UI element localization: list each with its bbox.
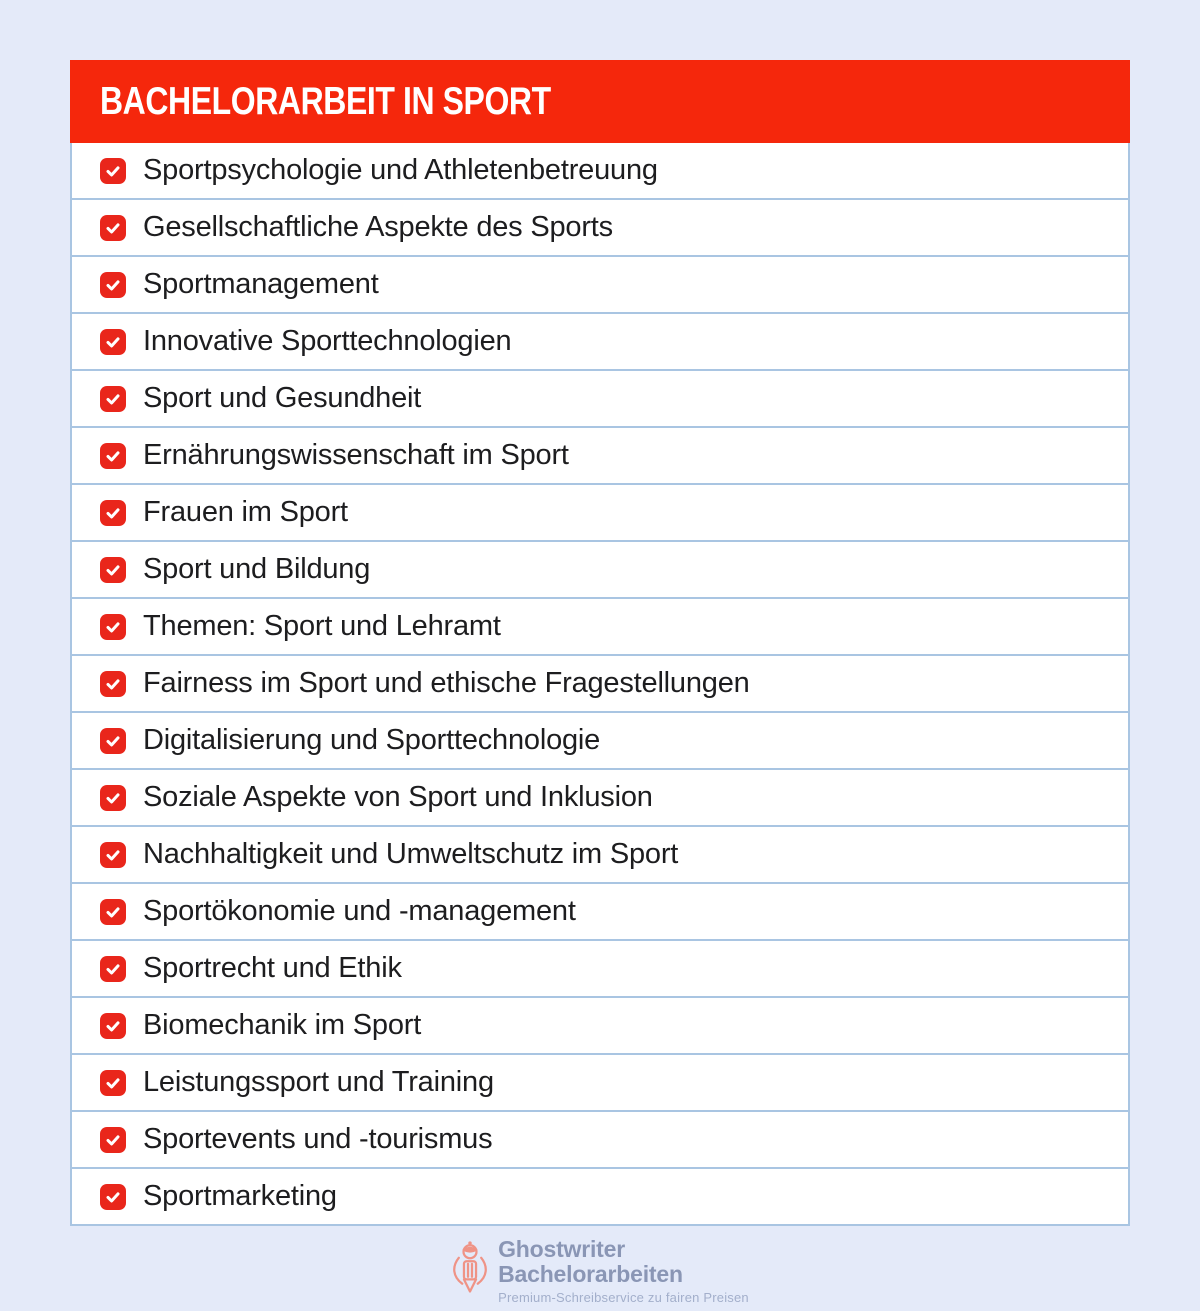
checkbox-checked-icon — [100, 215, 126, 241]
checkbox-checked-icon — [100, 386, 126, 412]
list-item-label: Sport und Bildung — [143, 553, 371, 585]
checkbox-checked-icon — [100, 1184, 126, 1210]
list-item-label: Themen: Sport und Lehramt — [143, 610, 501, 642]
list-item — [70, 770, 1130, 827]
brand-name-line1: Ghostwriter — [498, 1236, 625, 1262]
list-item — [70, 941, 1130, 998]
brand-name-line2: Bachelorarbeiten — [498, 1261, 683, 1287]
checkbox-checked-icon — [100, 1070, 126, 1096]
checklist-card — [70, 60, 1130, 1226]
list-item — [70, 827, 1130, 884]
checkbox-checked-icon — [100, 557, 126, 583]
list-item — [70, 542, 1130, 599]
list-item-label: Gesellschaftliche Aspekte des Sports — [143, 211, 613, 243]
list-item — [70, 200, 1130, 257]
list-item-label: Sportrecht und Ethik — [143, 952, 402, 984]
page-title: BACHELORARBEIT IN SPORT — [100, 79, 551, 123]
list-item-label: Sportökonomie und -management — [143, 895, 576, 927]
list-item — [70, 485, 1130, 542]
list-item — [70, 884, 1130, 941]
list-item-label: Fairness im Sport und ethische Fragestellungen — [143, 667, 750, 699]
list-item — [70, 371, 1130, 428]
list-item — [70, 143, 1130, 200]
list-item-label: Frauen im Sport — [143, 496, 348, 528]
list-item — [70, 998, 1130, 1055]
list-item-label: Innovative Sporttechnologien — [143, 325, 512, 357]
list-item — [70, 599, 1130, 656]
checkbox-checked-icon — [100, 956, 126, 982]
topic-list — [70, 143, 1130, 1226]
pencil-graduate-logo-icon — [451, 1239, 489, 1304]
list-item-label: Leistungssport und Training — [143, 1066, 494, 1098]
checkbox-checked-icon — [100, 443, 126, 469]
list-item — [70, 656, 1130, 713]
checkbox-checked-icon — [100, 785, 126, 811]
checkbox-checked-icon — [100, 272, 126, 298]
list-item — [70, 428, 1130, 485]
checkbox-checked-icon — [100, 614, 126, 640]
checkbox-checked-icon — [100, 842, 126, 868]
header-banner — [70, 60, 1130, 143]
checkbox-checked-icon — [100, 671, 126, 697]
checkbox-checked-icon — [100, 899, 126, 925]
checkbox-checked-icon — [100, 728, 126, 754]
checkbox-checked-icon — [100, 500, 126, 526]
list-item-label: Sport und Gesundheit — [143, 382, 422, 414]
list-item-label: Sportpsychologie und Athletenbetreuung — [143, 154, 658, 186]
list-item-label: Sportmarketing — [143, 1180, 337, 1212]
checkbox-checked-icon — [100, 1013, 126, 1039]
list-item — [70, 713, 1130, 770]
list-item-label: Sportevents und -tourismus — [143, 1123, 493, 1155]
list-item — [70, 257, 1130, 314]
footer-logo — [0, 1237, 1200, 1305]
list-item-label: Soziale Aspekte von Sport und Inklusion — [143, 781, 653, 813]
list-item — [70, 1169, 1130, 1226]
list-item-label: Ernährungswissenschaft im Sport — [143, 439, 569, 471]
list-item-label: Nachhaltigkeit und Umweltschutz im Sport — [143, 838, 679, 870]
brand-tagline: Premium-Schreibservice zu fairen Preisen — [498, 1290, 749, 1305]
list-item — [70, 1055, 1130, 1112]
checkbox-checked-icon — [100, 329, 126, 355]
checkbox-checked-icon — [100, 1127, 126, 1153]
list-item-label: Sportmanagement — [143, 268, 379, 300]
checkbox-checked-icon — [100, 158, 126, 184]
footer-text-block — [498, 1237, 749, 1305]
list-item — [70, 314, 1130, 371]
list-item-label: Digitalisierung und Sporttechnologie — [143, 724, 601, 756]
list-item-label: Biomechanik im Sport — [143, 1009, 422, 1041]
list-item — [70, 1112, 1130, 1169]
